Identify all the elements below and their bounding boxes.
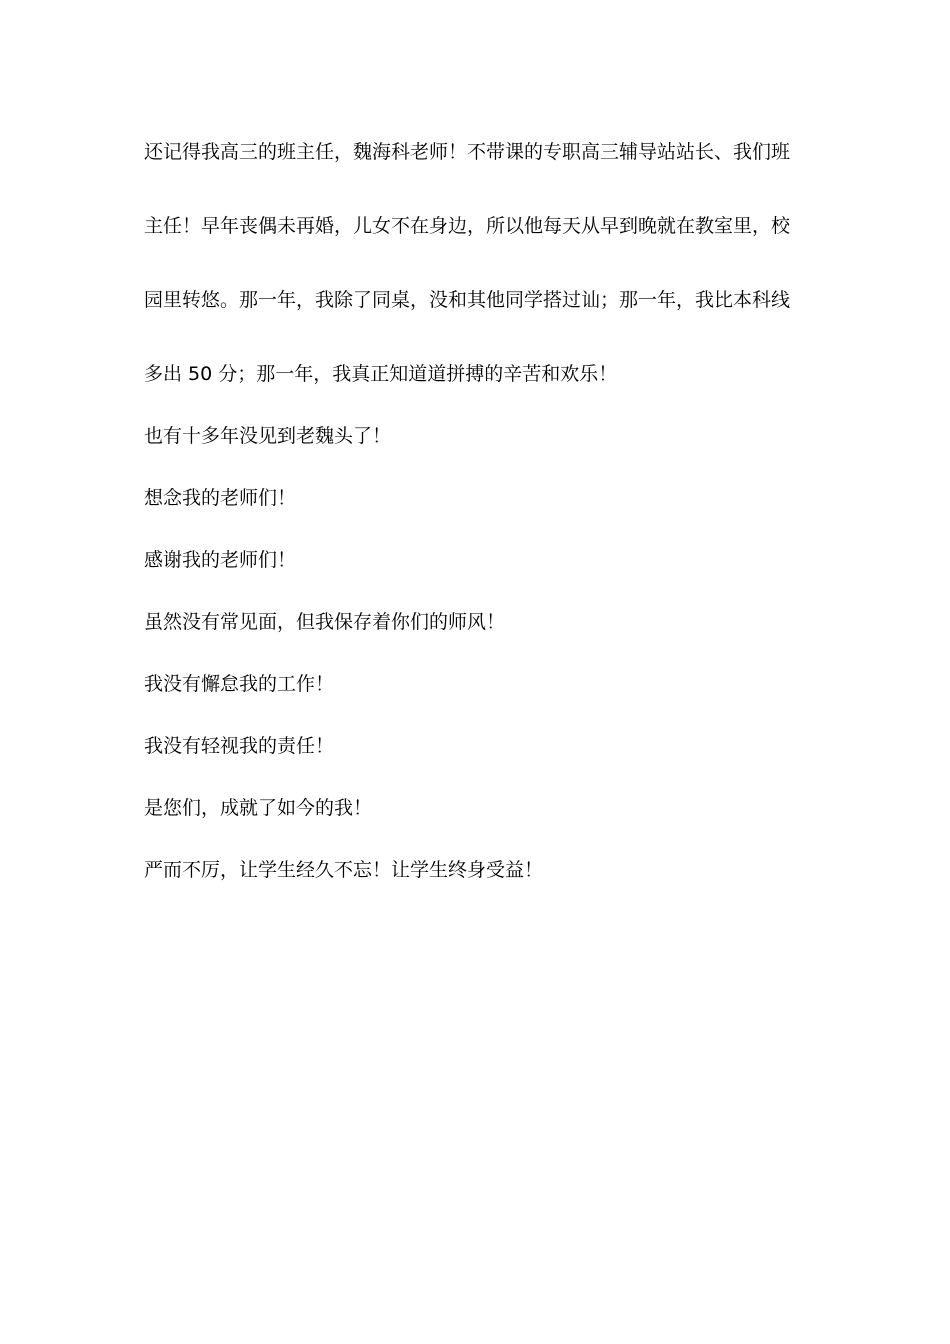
paragraph: 我没有懈怠我的工作！ xyxy=(144,673,335,695)
paragraph-line: 主任！早年丧偶未再婚，儿女不在身边，所以他每天从早到晚就在教室里，校 xyxy=(144,215,791,237)
paragraph: 感谢我的老师们！ xyxy=(144,549,297,571)
paragraph-line: 园里转悠。那一年，我除了同桌，没和其他同学搭过讪；那一年，我比本科线 xyxy=(144,289,791,311)
paragraph: 是您们，成就了如今的我！ xyxy=(144,797,373,819)
paragraph: 我没有轻视我的责任！ xyxy=(144,735,335,757)
document-body xyxy=(144,136,806,905)
paragraph: 虽然没有常见面，但我保存着你们的师风！ xyxy=(144,611,506,633)
paragraph: 想念我的老师们！ xyxy=(144,487,297,509)
opening-paragraph xyxy=(144,136,806,390)
paragraph: 也有十多年没见到老魏头了！ xyxy=(144,425,392,447)
paragraph-line: 多出 50 分；那一年，我真正知道道拼搏的辛苦和欢乐！ xyxy=(144,363,618,385)
paragraph: 严而不厉，让学生经久不忘！让学生终身受益！ xyxy=(144,859,544,881)
paragraph-line: 还记得我高三的班主任，魏海科老师！不带课的专职高三辅导站站长、我们班 xyxy=(144,141,791,163)
